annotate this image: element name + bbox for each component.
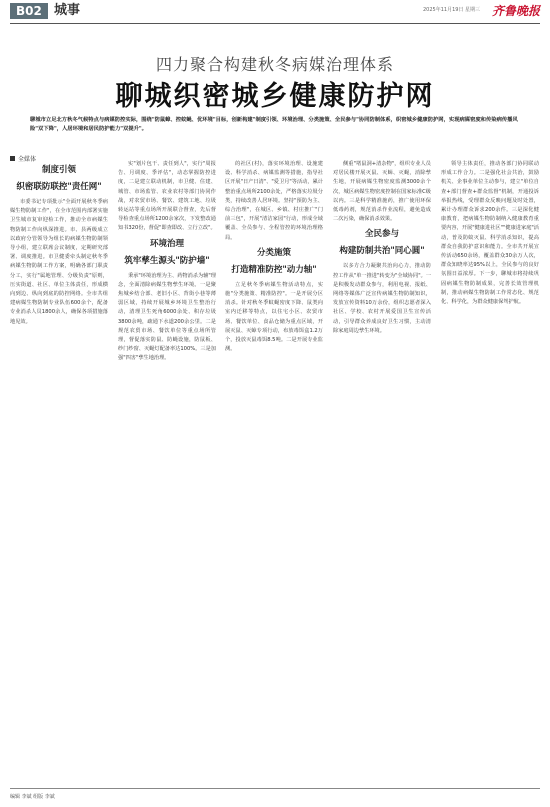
- paragraph: 领导主体责任，推动各部门协同联动形成工作合力。二是强化社会共治，鼓励机关、企事业单位主动参与，建立"单位自查+部门督查+群众监督"机制，开通投诉举报热线，受理群众反映问题及时处置，累计办理群众诉求200余件。三是深化健康教育，把病媒生物防制纳入健康教育重要内容，开展"健康进社区""健康进家庭"活动，普及防蚊灭鼠、科学消杀知识，提高群众自我防护意识和能力。全市共开展宣传活动650余场，覆盖群众30余万人次，群众知晓率达95%以上，全民参与的良好氛围日益浓厚。下一步，聊城市将持续巩固病媒生物防制成果，完善长效管理机制，推动病媒生物防制工作常态化、规范化、科学化，为群众健康保驾护航。: [441, 161, 539, 306]
- header-rule: [10, 23, 540, 24]
- section-heading: 环境治理: [149, 238, 184, 249]
- section-heading: 全民参与: [364, 229, 399, 240]
- article-column-1: [10, 160, 108, 327]
- byline-text: 全媒体: [18, 156, 37, 163]
- article-column-3: [225, 160, 323, 354]
- dateline: 2025年11月19日 星期三: [423, 7, 481, 13]
- article-subtitle: 四力聚合构建秋冬病媒治理体系: [155, 55, 394, 74]
- section-heading: 制度引领: [41, 165, 76, 175]
- paragraph: 以多方合力凝聚共治向心力，推动防控工作从"单一推进"转变为"全域协同"。一是积极发动群众参与，利用电视、报纸、网络等媒体广泛宣传病媒生物防制知识，发放宣传资料10万余份，组织志愿者深入社区、学校、农村开展爱国卫生宣传活动，引导群众养成良好卫生习惯，主动清除家庭周边孳生环境。: [333, 263, 431, 334]
- page-header: [0, 0, 550, 24]
- section-heading: 筑牢孳生源头"防护墙": [124, 255, 210, 266]
- paragraph: 市委书记专项批示"全面开展秋冬季病媒生物防制工作"，在全市范围内部署实施卫生城市复审迎检工作，推动全市病媒生物防制工作向纵深推进。市、县两级成立以政府分管领导为组长的病媒生物防制领导小组，建立联席会议制度，定期研究部署、调度推进。市卫健委牵头制定秋冬季病媒生物防制工作方案，明确各部门职责分工，实行"属地管理、分级负责"原则，压实街道、社区、单位主体责任，形成横向到边、纵向到底的防控网络。全市共组建病媒生物防制专业队伍600余个，配备专业消杀人员1800余人，确保各项措施落地见效。: [10, 199, 108, 325]
- article-title: 聊城织密城乡健康防护网: [115, 81, 435, 112]
- paragraph: 的社区(村)，落实环境治理、设施建设、科学消杀、病媒监测等措施，指导社区开展"日产日清"、"爱卫月"等活动，累计整治重点场所2100余处，严格落实垃圾分类，持续改善人居环境。坚持"预防为主、综合治理"，在城区、乡镇、村庄推广"门前三包"，开展"清洁家园"行动，形成全域覆盖、全员参与、全程管控的环境治理格局。: [225, 161, 323, 241]
- newspaper-brand: 齐鲁晚报: [491, 4, 540, 18]
- paragraph: 立足秋冬季病媒生物活动特点，实施"分类施策、精准防控"。一是开展分区消杀。针对秋冬季蚊蝇密度下降、鼠类向室内迁移等特点，以住宅小区、农贸市场、餐饮单位、食品仓储为重点区域，开展灭鼠、灭蟑专项行动，布放毒饵盒1.2万个，投放灭鼠毒饵8.5吨。二是开展专业监测。: [225, 281, 323, 353]
- footer-rule: [10, 788, 540, 789]
- paragraph: 秉承"环境治理为主、药物消杀为辅"理念，全面清除病媒生物孳生环境。一是聚焦城乡结合部、老旧小区、背街小巷等薄弱区域，持续开展城乡环境卫生整治行动，清理卫生死角6000余处、积存垃圾3800余吨，疏通下水道200余公里。二是规范农贸市场、餐饮单位等重点场所管理，督促落实防鼠、防蝇设施，防鼠板、纱门纱窗、灭蝇灯配备率达100%。三是加强"四害"孳生地治理。: [118, 272, 216, 362]
- paragraph: 实"划片包干、责任到人"，实行"周报告、月调度、季评估"，动态掌握防控进度，二是建立联动机制，市卫健、住建、城管、市场监管、农业农村等部门协同作战，对农贸市场、餐饮、建筑工地、垃圾转运站等重点场所开展联合督查，先后督导检查重点场所1200余家次，下发整改通知书320份，督促"即查即改、立行立改"。: [118, 161, 216, 232]
- paragraph: 侧重"堵鼠洞+清杂物"，组织专业人员对居民楼开展灭鼠、灭蟑、灭蝇，消除孳生地，开展病媒生物密度监测3000余个次，城区病媒生物密度控制在国家标准C级以内。三是科学精准施药，推广使用环保低毒药剂，规范消杀作业流程，避免造成二次污染，确保消杀效果。: [333, 161, 431, 223]
- section-name: 城事: [54, 3, 81, 18]
- article-lead: 聊城市立足北方秋冬气候特点与病媒防控实际，围绕"防鼠蟑、控蚊蝇、优环境"目标，创新构建"制度引领、环境治理、分类施策、全民参与"协同防制体系，织密城乡健康防护网，实现病媒密度和传染病传播风险"双下降"，人居环境和居民防护能力"双提升"。: [30, 117, 518, 132]
- section-heading: 构建防制共治"同心圆": [339, 246, 425, 257]
- section-heading: 打造精准防控"动力轴": [231, 264, 317, 275]
- article-column-5: [441, 160, 539, 307]
- page-number-tag: B02: [10, 3, 48, 19]
- article-column-4: [333, 160, 431, 336]
- section-heading: 织密联防联控"责任网": [16, 182, 102, 192]
- editor-credits: 编辑 李斌 组版 李斌: [10, 794, 55, 800]
- section-heading: 分类施策: [256, 247, 291, 258]
- article-column-2: [118, 160, 216, 364]
